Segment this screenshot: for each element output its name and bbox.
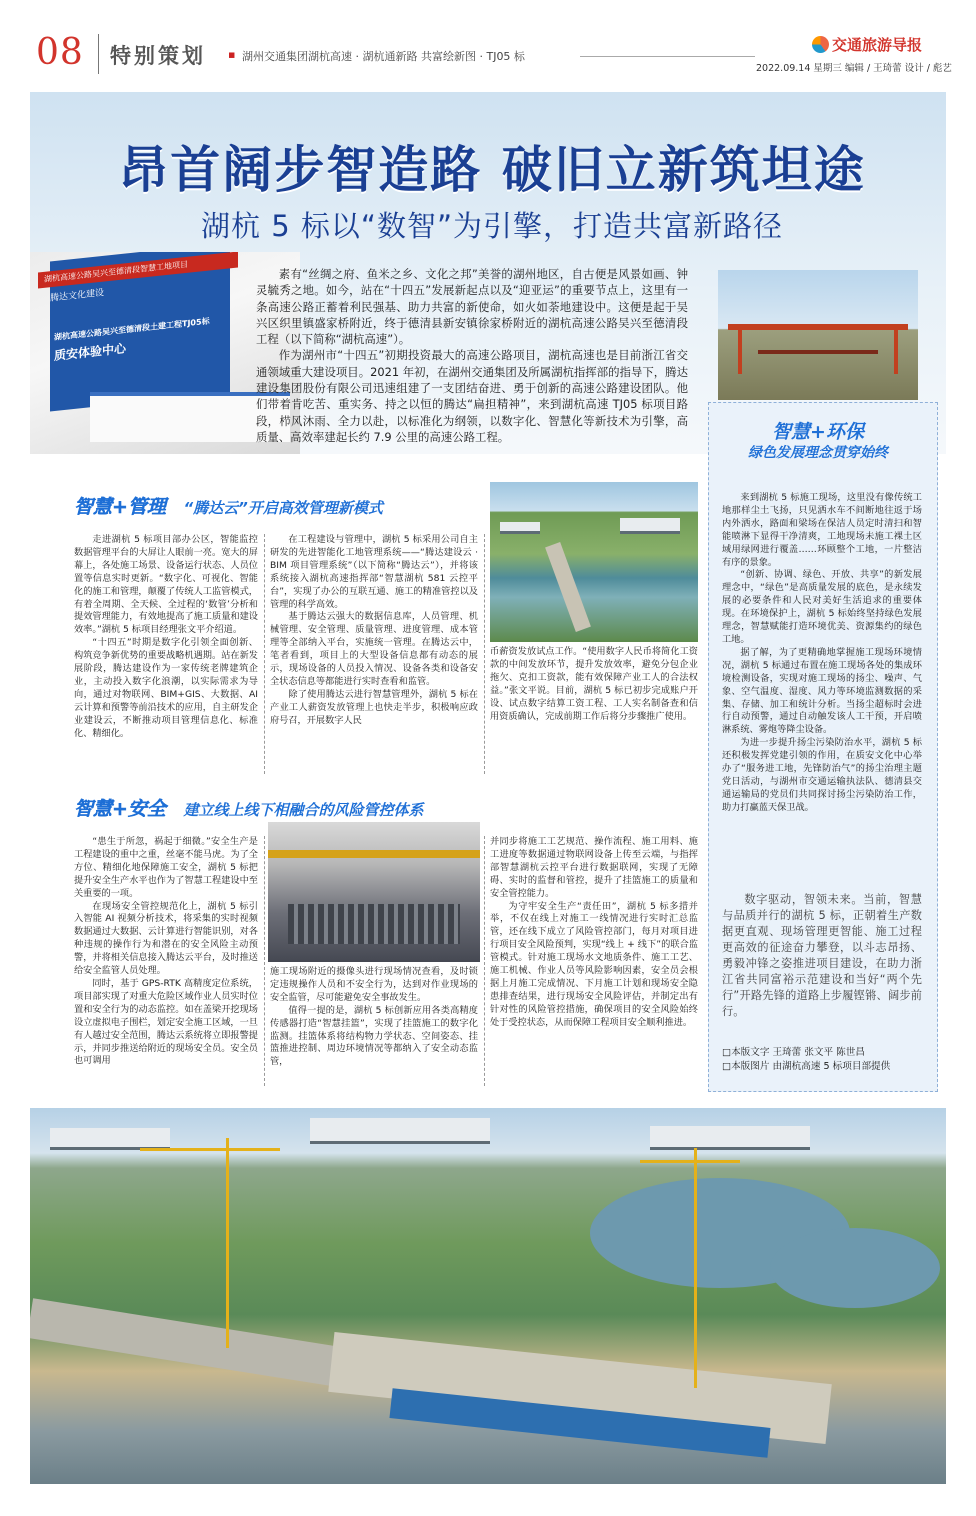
photo-banner-text: 湖杭高速公路吴兴至德清段智慧工地项目 (38, 252, 238, 289)
photo-wall-label-line1: 湖杭高速公路吴兴至德清段土建工程TJ05标 (54, 316, 210, 342)
column-divider (264, 534, 265, 774)
column-divider (484, 836, 485, 1086)
section-name: 特别策划 (110, 44, 206, 68)
photo-tower-crane (226, 1138, 229, 1348)
dateline: 2022.09.14 星期三 编辑 / 王琦蕾 设计 / 彪艺 (756, 63, 952, 74)
section-tag-environment: 智慧+环保 (772, 421, 864, 443)
sidebar-paragraph: “创新、协调、绿色、开放、共享”的新发展理念中，“绿色”是高质量发展的底色，是永续发展的必要条件和人民对美好生活追求的重要体现。在环境保护上，湖杭 5 标始终坚持绿色发展理念，智慧赋能打造环境优美、资源集约的绿色工地。 (722, 569, 922, 645)
section1-column-3 (490, 646, 698, 723)
section-heading-safety (74, 794, 424, 821)
photo-tower-crane (694, 1148, 697, 1388)
credit-line: □本版图片 由湖杭高速 5 标项目部提供 (722, 1061, 891, 1072)
subheadline: 湖杭 5 标以“数智”为引擎，打造共富新路径 (201, 209, 783, 243)
photo-crane-jib (640, 1160, 740, 1163)
column-divider (484, 534, 485, 774)
masthead-rule (580, 56, 755, 57)
section1-column-2 (270, 534, 478, 728)
section-tag-safety: 智慧+安全 (74, 798, 166, 820)
photo-gantry-leg (738, 324, 742, 374)
article-paragraph: 为守牢安全生产“责任田”，湖杭 5 标多措并举，不仅在线上对施工一线情况进行实时汇总监管，还在线下成立了风险管控部门，每月对项目进行项目安全风险预判，实现“线上 + 线下”的联合监管模式。针对施工现场水文地质条件、施工工艺、施工机械、作业人员等风险影响因素，安全员会根据上月施工完成情况、下月施工计划和现场安全隐患排查结果，进行现场安全风险评估，并制定出有针对性的风险管控措施，确保项目的安全风险始终处于受控状态，从而保障工程项目安全顺利推进。 (490, 900, 698, 1028)
photo-gantry-beam (758, 350, 878, 354)
sidebar-paragraph: 来到湖杭 5 标施工现场，这里没有像传统工地那样尘土飞扬，只见洒水车不间断地往返于场内外洒水，路面和梁场在保洁人员定时清扫和智能喷淋下显得干净清爽，工地现场未施工裸土区域用绿网进行覆盖……环顾整个工地，一片整洁有序的景象。 (722, 492, 922, 568)
article-paragraph: 在现场安全管控规范化上，湖杭 5 标引入智能 AI 视频分析技术，将采集的实时视频数据通过大数据、云计算进行智能识别，对各种违规的操作行为和潜在的安全风险主动预警，并将相关信息接入腾达云平台，及时推送给安全监管人员处理。 (74, 900, 258, 977)
bullet-icon: ▪ (228, 48, 236, 61)
section-title-environment: 绿色发展理念贯穿始终 (748, 445, 888, 461)
headline: 昂首阔步智造路 破旧立新筑坦途 (118, 141, 866, 199)
intro-paragraph: 作为湖州市“十四五”初期投资最大的高速公路项目，湖杭高速也是目前浙江省交通领域重大建设项目。2021 年初，在湖州交通集团及所属湖杭指挥部的指导下，腾达建设集团股份有限公司迅速组建了一支团结奋进、勇于创新的高速公路建设团队。他们带着肯吃苦、重实务、持之以恒的腾达“扁担精神”，来到湖杭高速 TJ05 标项目路段，栉风沐雨、全力以赴，以标准化为纲领，以数字化、智慧化等新技术为引擎，高质量、高效率建起长约 7.9 公里的高速公路工程。 (256, 348, 688, 444)
countryside-construction-photo (490, 482, 698, 642)
section2-column-1 (74, 836, 258, 1068)
photo-gantry-leg (894, 324, 898, 374)
article-paragraph: 除了使用腾达云进行智慧管理外，湖杭 5 标在产业工人薪资发放管理上也快走半步，积极响应政府号召，开展数字人民 (270, 688, 478, 726)
article-paragraph: 在工程建设与管理中，湖杭 5 标采用公司自主研发的先进智能化工地管理系统——“腾达建设云 · BIM 项目管理系统”（以下简称“腾达云”），并将该系统接入湖杭高速指挥部“智慧湖杭 581 云控平台”，实现了办公的互联互通、施工的精准管控以及管理的科学高效。 (270, 534, 478, 610)
article-paragraph: 施工现场附近的摄像头进行现场情况查看，及时锁定违规操作人员和不安全行为，达到对作业现场的安全监管，尽可能避免安全事故发生。 (270, 966, 478, 1003)
bridge-crane-photo (718, 270, 918, 400)
section1-column-1 (74, 534, 258, 741)
credit-line: □本版文字 王琦蕾 张文平 陈世昌 (722, 1047, 865, 1058)
topic-line: 湖州交通集团湖杭高速 · 湖杭通新路 共富绘新图 · TJ05 标 (242, 50, 525, 63)
photo-overhead-crane (268, 850, 480, 858)
article-paragraph: 基于腾达云强大的数据信息库，人员管理、机械管理、安全管理、质量管理、进度管理、成本管理等全部纳入平台，实施统一管理。在腾达云中，笔者看到，项目上的大型设备信息都有动态的展示，现场设备的人员投入情况、设备各类和设备安全状态信息等都能进行实时查看和监管。 (270, 611, 478, 687)
article-paragraph: “十四五”时期是数字化引领全面创新、构筑竞争新优势的重要战略机遇期。站在新发展阶段，腾达建设作为一家传统老牌建筑企业，主动投入数字化浪潮，以实际需求为导向，通过对物联网、BIM+GIS、大数据、AI 云计算和预警等前沿技术的应用，自主研发企业建设云，不断推动项目管理信息化、标准化、精细化。 (74, 637, 258, 739)
sidebar-text (722, 492, 922, 815)
photo-gantry-beam (728, 324, 908, 330)
photo-village (500, 522, 540, 534)
photo-buildings (650, 1126, 810, 1150)
section-title-safety: 建立线上线下相融合的风险管控体系 (183, 801, 424, 819)
newspaper-logo: 交通旅游导报 (832, 36, 923, 54)
article-paragraph: 走进湖杭 5 标项目部办公区，智能监控数据管理平台的大屏让人眼前一亮。宽大的屏幕上，各处施工场景、设备运行状态、人员位置等信息实时更新。“数字化、可视化、智能化的施工和管理，颠覆了传统人工监管模式，有着全周期、全天候、全过程的‘数管’分析和提效管理能力，有效地提高了施工质量和建设效率。”湖杭 5 标项目经理张文平介绍道。 (74, 534, 258, 636)
page-number: 08 (36, 32, 84, 73)
photo-river (770, 1228, 940, 1308)
sidebar-paragraph: 据了解，为了更精确地掌握施工现场环境情况，湖杭 5 标通过布置在施工现场各处的集成环境检测设备，实现对施工现场的扬尘、噪声、气象、空气温度、湿度、风力等环境监测数据的采集、存储、加工和统计分析。当扬尘超标时会进行自动预警，通过自动触发该人工干预，开启喷淋系统、雾炮等降尘设备。 (722, 646, 922, 736)
closing-text: 数字驱动，智领未来。当前，智慧与品质并行的湖杭 5 标，正朝着生产数据更直观、现场管理更智能、施工过程更高效的征途奋力攀登，以斗志昂扬、勇毅冲锋之姿推进项目建设，在助力浙江省共同富裕示范建设和当好“两个先行”开路先锋的道路上步履铿锵、阔步前行。 (722, 893, 922, 1018)
photo-viaduct (545, 542, 591, 632)
intro-paragraph: 素有“丝绸之府、鱼米之乡、文化之邦”美誉的湖州地区，自古便是风景如画、钟灵毓秀之地。如今，站在“十四五”发展新起点以及“迎亚运”的重要节点上，这里有一条高速公路正蓄着利民强基、助力共富的新使命，如火如荼地建设中。这便是起于吴兴区织里镇盛家桥附近，终于德清县新安镇徐家桥附近的湖杭高速公路吴兴至德清段工程（以下简称“湖杭高速”）。 (256, 267, 688, 347)
intro-text (256, 266, 688, 445)
photo-village (620, 518, 680, 534)
closing-paragraph (722, 892, 922, 1020)
photo-crane-jib (140, 1148, 280, 1151)
article-paragraph: 并同步将施工工艺规范、操作流程、施工用料、施工进度等数据通过物联网设备上传至云端，与指挥部智慧湖杭云控平台进行数据联网，实现了无障碍、实时的监督和管控，提升了挂篮施工的质量和安全管控能力。 (490, 836, 698, 899)
article-paragraph: 币薪资发放试点工作。“使用数字人民币将简化工资款的中间发放环节，提升发放效率，避免分包企业拖欠、克扣工资款，能有效保障产业工人的合法权益。”张文平说。目前，湖杭 5 标已初步完成账户开设、试点数字结算工资工程、工人实名制备查和信用资质确认，完成前期工作后将分步骤推广使用。 (490, 646, 698, 722)
article-paragraph: 值得一提的是，湖杭 5 标创新应用各类高精度传感器打造“智慧挂篮”，实现了挂篮施工的数字化监测。挂篮体系将结构物力学状态、空间姿态、挂篮推进控制、周边环境情况等都纳入了安全动态监管， (270, 1004, 478, 1068)
aerial-construction-photo (30, 1108, 946, 1484)
section-heading-management (74, 492, 383, 519)
credits (722, 1046, 932, 1074)
photo-buildings (310, 1118, 490, 1144)
article-paragraph: 同时，基于 GPS-RTK 高精度定位系统，项目部实现了对重大危险区域作业人员实时位置和安全行为的动态监控。如在盖梁开挖现场设立虚拟电子围栏，划定安全施工区域，一旦有人越过安全范围，腾达云系统将立即报警提示，并同步推送给附近的现场安全员。安全员也可调用 (74, 977, 258, 1067)
newspaper-logo-icon (812, 36, 829, 53)
photo-buildings (50, 1128, 170, 1150)
section-title-management: “腾达云”开启高效管理新模式 (183, 499, 383, 517)
photo-wall-label-line2: 质安体验中心 (54, 341, 127, 363)
section-tag-management: 智慧+管理 (74, 496, 166, 518)
photo-brand-text: 腾达文化建设 (50, 288, 105, 304)
sidebar-paragraph: 为进一步提升扬尘污染防治水平，湖杭 5 标还积极发挥党建引领的作用，在质安文化中心举办了“服务进工地，先锋防治气”的扬尘治理主题党日活动，与湖州市交通运输执法队、德清县交通运输局的党员们共同探讨扬尘污染防治工作，助力打赢蓝天保卫战。 (722, 737, 922, 813)
photo-rebar-cages (288, 904, 460, 944)
masthead-divider (98, 34, 99, 74)
column-divider (264, 836, 265, 1086)
article-paragraph: “患生于所忽，祸起于细微。”安全生产是工程建设的重中之重，丝毫不能马虎。为了全方位、精细化地保障施工安全，湖杭 5 标把提升安全生产水平也作为了智慧工程建设中至关重要的一项。 (74, 836, 258, 899)
factory-workshop-photo (268, 822, 480, 962)
section2-column-3 (490, 836, 698, 1030)
section2-column-2 (270, 966, 478, 1069)
